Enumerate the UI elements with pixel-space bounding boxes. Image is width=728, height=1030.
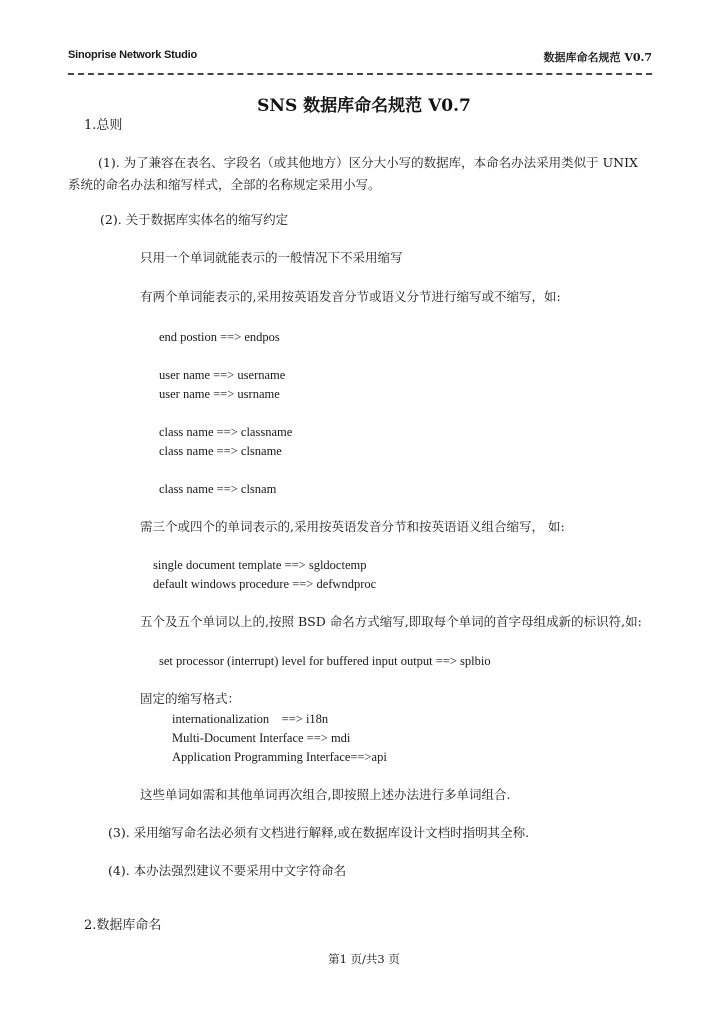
paragraph-4: (4). 本办法强烈建议不要采用中文字符命名 [108,863,347,878]
paragraph-2: (2). 关于数据库实体名的缩写约定 [100,212,289,227]
example-endpos: end postion ==> endpos [159,330,280,344]
paragraph-1-line-1: (1). 为了兼容在表名、字段名（或其他地方）区分大小写的数据库，本命名办法采用类似于 UNIX [98,155,638,170]
two-words-rule: 有两个单词能表示的,采用按英语发音分节或语义分节进行缩写或不缩写，如: [140,289,561,304]
example-classname: class name ==> classname [159,425,293,439]
example-mdi: Multi-Document Interface ==> mdi [172,731,351,745]
example-clsname: class name ==> clsname [159,444,282,458]
section-general-heading: 1.总则 [84,118,123,133]
single-word-rule: 只用一个单词就能表示的一般情况下不采用缩写 [140,250,403,265]
page-footer: 第1 页/共3 页 [328,952,400,966]
example-usrname: user name ==> usrname [159,387,280,401]
document-title: SNS 数据库命名规范 V0.7 [257,96,471,116]
fixed-format-heading: 固定的缩写格式： [140,691,241,706]
example-api: Application Programming Interface==>api [172,750,387,764]
paragraph-3: (3). 采用缩写命名法必须有文档进行解释,或在数据库设计文档时指明其全称. [108,825,530,840]
header-doc-title: 数据库命名规范 V0.7 [543,51,652,64]
page-header [68,49,652,75]
header-studio-name: Sinoprise Network Studio [68,49,198,61]
combine-rule: 这些单词如需和其他单词再次组合,即按照上述办法进行多单词组合. [140,787,511,802]
five-words-rule: 五个及五个单词以上的,按照 BSD 命名方式缩写,即取每个单词的首字母组成新的标识符,如: [140,614,642,629]
example-sgldoctemp: single document template ==> sgldoctemp [153,558,367,572]
section-db-naming-heading: 2.数据库命名 [84,918,162,933]
example-i18n: internationalization ==> i18n [172,712,329,726]
three-four-words-rule: 需三个或四个的单词表示的,采用按英语发音分节和按英语语义组合缩写， 如: [140,519,565,534]
example-clsnam: class name ==> clsnam [159,482,277,496]
example-defwndproc: default windows procedure ==> defwndproc [153,577,377,591]
example-splbio: set processor (interrupt) level for buffered input output ==> splbio [159,654,491,668]
paragraph-1-line-2: 系统的命名办法和缩写样式，全部的名称规定采用小写。 [68,177,381,192]
example-username: user name ==> username [159,368,286,382]
